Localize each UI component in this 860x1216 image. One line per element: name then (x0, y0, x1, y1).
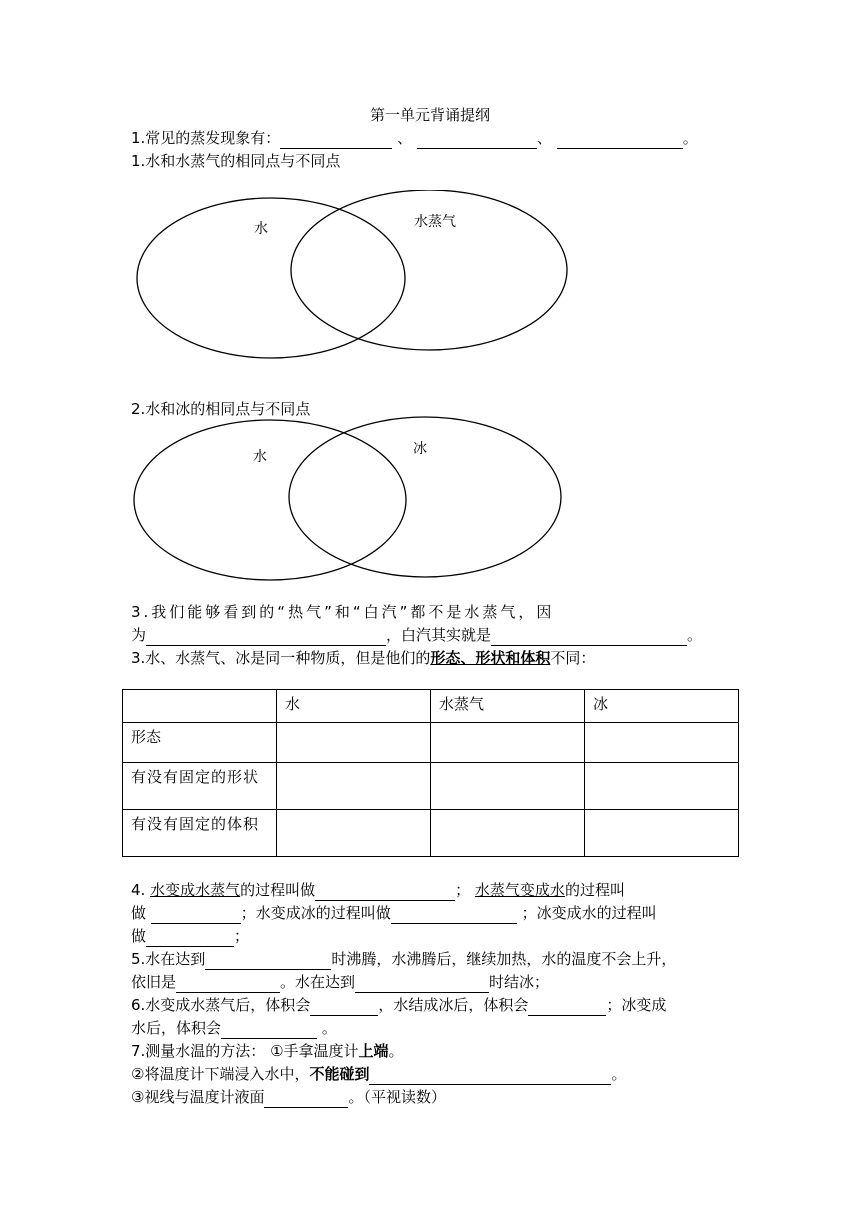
row-label: 有没有固定的体积 (123, 810, 277, 857)
q5-line2: 依旧是 。水在达到 时结冰； (131, 973, 550, 991)
answer-cell[interactable] (431, 723, 585, 763)
evaporation-question: 1.常见的蒸发现象有： 、 、 。 (131, 129, 698, 147)
answer-blank[interactable] (176, 975, 280, 993)
table-row (123, 810, 739, 857)
answer-blank[interactable] (205, 952, 331, 970)
answer-cell[interactable] (585, 723, 739, 763)
emphasis-text: 形态、形状和体积 (430, 649, 551, 667)
venn2-right-label: 冰 (413, 441, 427, 457)
q7-line1: 7.测量水温的方法： ①手拿温度计上端。 (131, 1042, 404, 1060)
answer-cell[interactable] (277, 723, 431, 763)
venn-diagram-water-ice (0, 410, 860, 590)
answer-blank[interactable] (369, 1067, 611, 1085)
q6-line1: 6.水变成水蒸气后，体积会 ，水结成冰后，体积会 ；冰变成 (131, 996, 667, 1014)
answer-blank[interactable] (146, 628, 386, 646)
answer-cell[interactable] (431, 810, 585, 857)
venn2-heading: 2.水和冰的相同点与不同点 (131, 400, 311, 418)
table-row (123, 723, 739, 763)
header-cell: 水 (277, 690, 431, 723)
answer-blank[interactable] (528, 998, 606, 1016)
answer-blank[interactable] (417, 131, 537, 149)
header-cell (123, 690, 277, 723)
row-label: 形态 (123, 723, 277, 763)
answer-blank[interactable] (557, 131, 683, 149)
q5-line1: 5.水在达到 时沸腾，水沸腾后，继续加热，水的温度不会上升， (131, 950, 677, 968)
table-intro: 3.水、水蒸气、冰是同一种物质，但是他们的形态、形状和体积不同： (131, 649, 596, 667)
answer-cell[interactable] (277, 810, 431, 857)
steam-question-line1: 3.我们能够看到的“热气”和“白汽”都不是水蒸气，因 (131, 603, 555, 621)
q4-line3: 做 ； (131, 927, 250, 945)
answer-cell[interactable] (277, 763, 431, 810)
row-label: 有没有固定的形状 (123, 763, 277, 810)
answer-blank[interactable] (315, 883, 455, 901)
answer-blank[interactable] (310, 998, 378, 1016)
header-cell: 水蒸气 (431, 690, 585, 723)
page-title: 第一单元背诵提纲 (369, 106, 490, 124)
answer-blank[interactable] (146, 929, 234, 947)
answer-cell[interactable] (585, 763, 739, 810)
answer-blank[interactable] (264, 1090, 348, 1108)
table-row (123, 763, 739, 810)
answer-blank[interactable] (221, 1021, 317, 1039)
answer-blank[interactable] (151, 906, 241, 924)
venn-circle-left (134, 420, 406, 580)
answer-blank[interactable] (391, 906, 517, 924)
answer-cell[interactable] (431, 763, 585, 810)
q7-line3: ③视线与温度计液面 。（平视读数） (131, 1088, 446, 1106)
venn2-left-label: 水 (253, 449, 267, 465)
venn1-left-label: 水 (254, 221, 268, 237)
venn1-right-label: 水蒸气 (414, 214, 456, 230)
answer-cell[interactable] (585, 810, 739, 857)
header-cell: 冰 (585, 690, 739, 723)
venn-circle-left (137, 198, 405, 358)
table-header-row (123, 690, 739, 723)
q4-line1: 4. 水变成水蒸气的过程叫做 ； 水蒸气变成水的过程叫 (131, 881, 625, 899)
properties-table (122, 689, 739, 857)
steam-question-line2: 为 ，白汽其实就是 。 (131, 626, 703, 644)
answer-blank[interactable] (355, 975, 489, 993)
q6-line2: 水后，体积会 。 (131, 1019, 337, 1037)
q7-line2: ②将温度计下端浸入水中，不能碰到 。 (131, 1065, 627, 1083)
answer-blank[interactable] (280, 131, 392, 149)
venn1-heading: 1.水和水蒸气的相同点与不同点 (131, 152, 341, 170)
answer-blank[interactable] (491, 628, 687, 646)
q4-line2: 做 ；水变成冰的过程叫做 ；冰变成水的过程叫 (131, 904, 657, 922)
